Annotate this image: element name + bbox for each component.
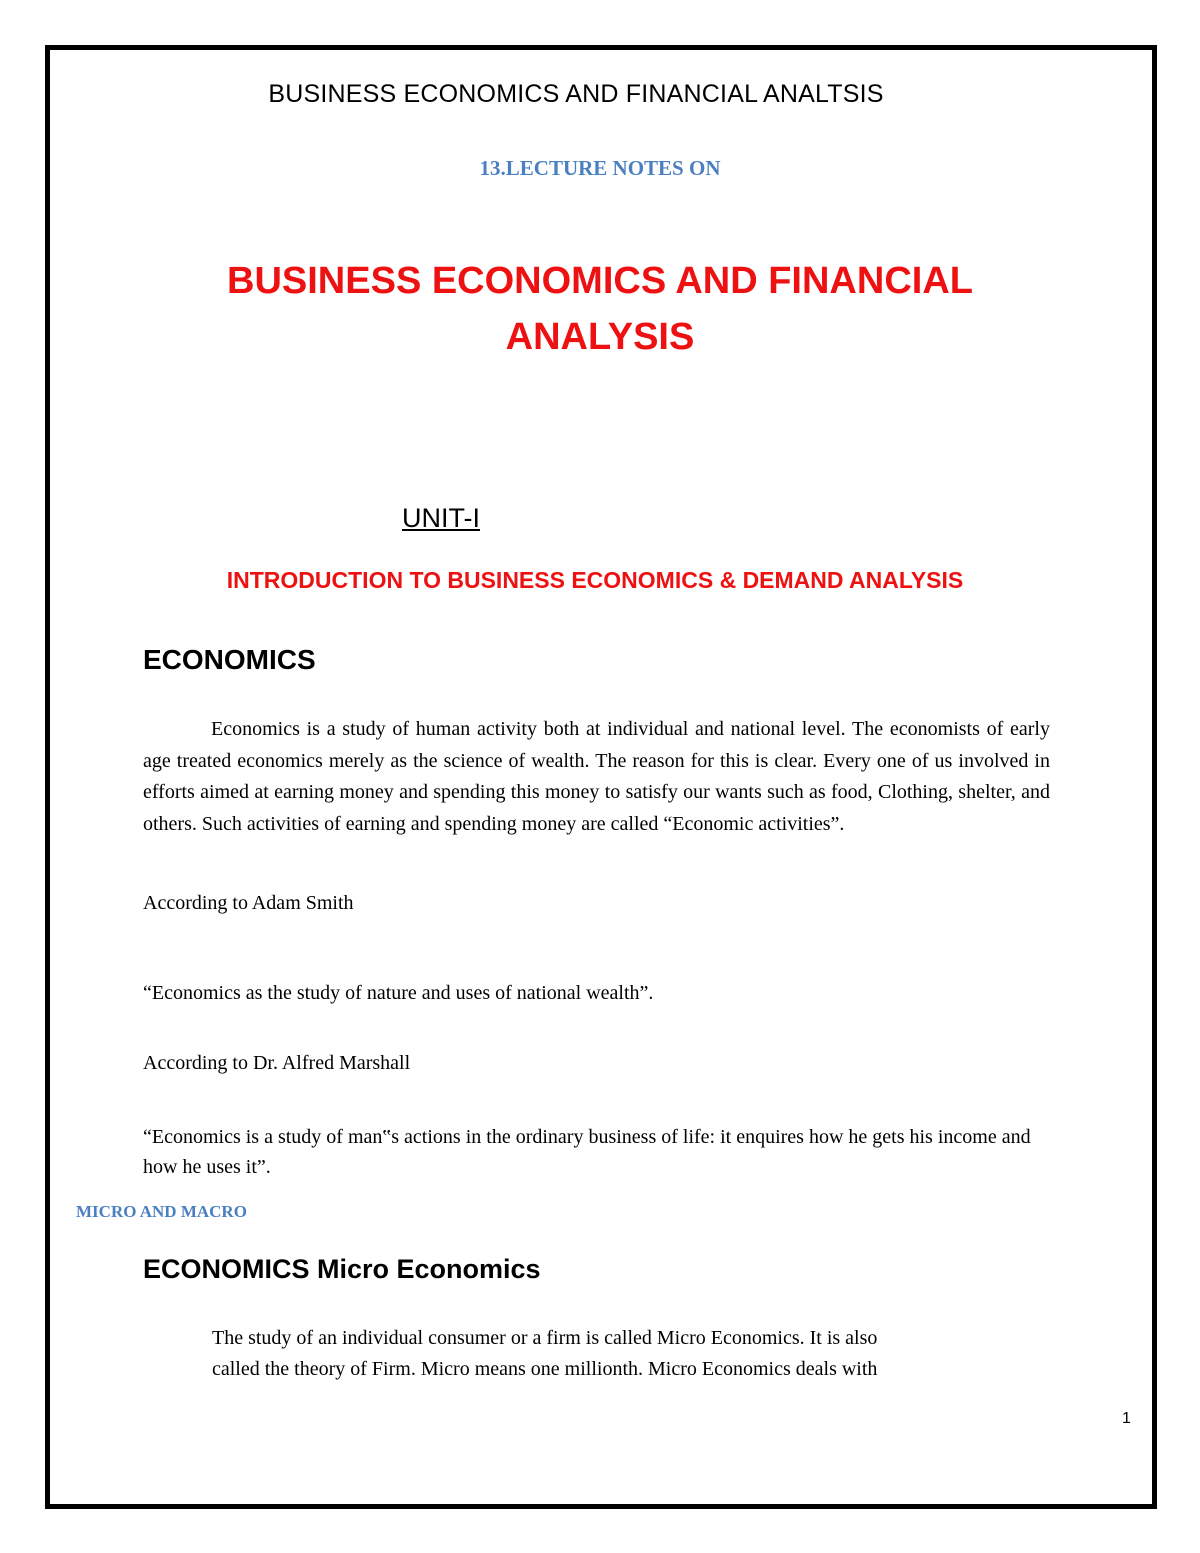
micro-macro-label: MICRO AND MACRO bbox=[76, 1202, 247, 1221]
micro-paragraph-line-1: The study of an individual consumer or a firm is called Micro Economics. It is also bbox=[212, 1327, 878, 1349]
main-title-line-2: ANALYSIS bbox=[505, 316, 695, 358]
section-heading-economics: ECONOMICS bbox=[143, 644, 316, 675]
micro-economics-paragraph bbox=[212, 1323, 1012, 1385]
main-title-line-1: BUSINESS ECONOMICS AND FINANCIAL bbox=[227, 260, 973, 302]
running-title: BUSINESS ECONOMICS AND FINANCIAL ANALTSIS bbox=[268, 80, 884, 108]
economics-paragraph: Economics is a study of human activity both at individual and national level. The economists of early age treated economics merely as the science of wealth. The reason for this is clear. Every one of us involved in efforts aimed at earning money and spending this money to satisfy our wants such as food, Clothing, shelter, and others. Such activities of earning and spending money are called “Economic activities”. bbox=[143, 718, 1050, 835]
main-title bbox=[0, 253, 1200, 365]
marshall-label: According to Dr. Alfred Marshall bbox=[143, 1052, 411, 1074]
marshall-quote: “Economics is a study of man‟s actions in the ordinary business of life: it enquires how he gets his income and how he uses it”. bbox=[143, 1126, 1031, 1178]
page-number: 1 bbox=[1122, 1410, 1131, 1427]
micro-paragraph-line-2: called the theory of Firm. Micro means one millionth. Micro Economics deals with bbox=[212, 1358, 878, 1380]
adam-smith-label: According to Adam Smith bbox=[143, 892, 354, 914]
unit-subtitle: INTRODUCTION TO BUSINESS ECONOMICS & DEMAND ANALYSIS bbox=[226, 567, 964, 593]
micro-economics-heading: ECONOMICS Micro Economics bbox=[143, 1254, 541, 1284]
adam-smith-quote: “Economics as the study of nature and uses of national wealth”. bbox=[143, 982, 654, 1004]
unit-label: UNIT-I bbox=[402, 503, 480, 533]
lecture-notes-label: 13.LECTURE NOTES ON bbox=[479, 156, 721, 180]
